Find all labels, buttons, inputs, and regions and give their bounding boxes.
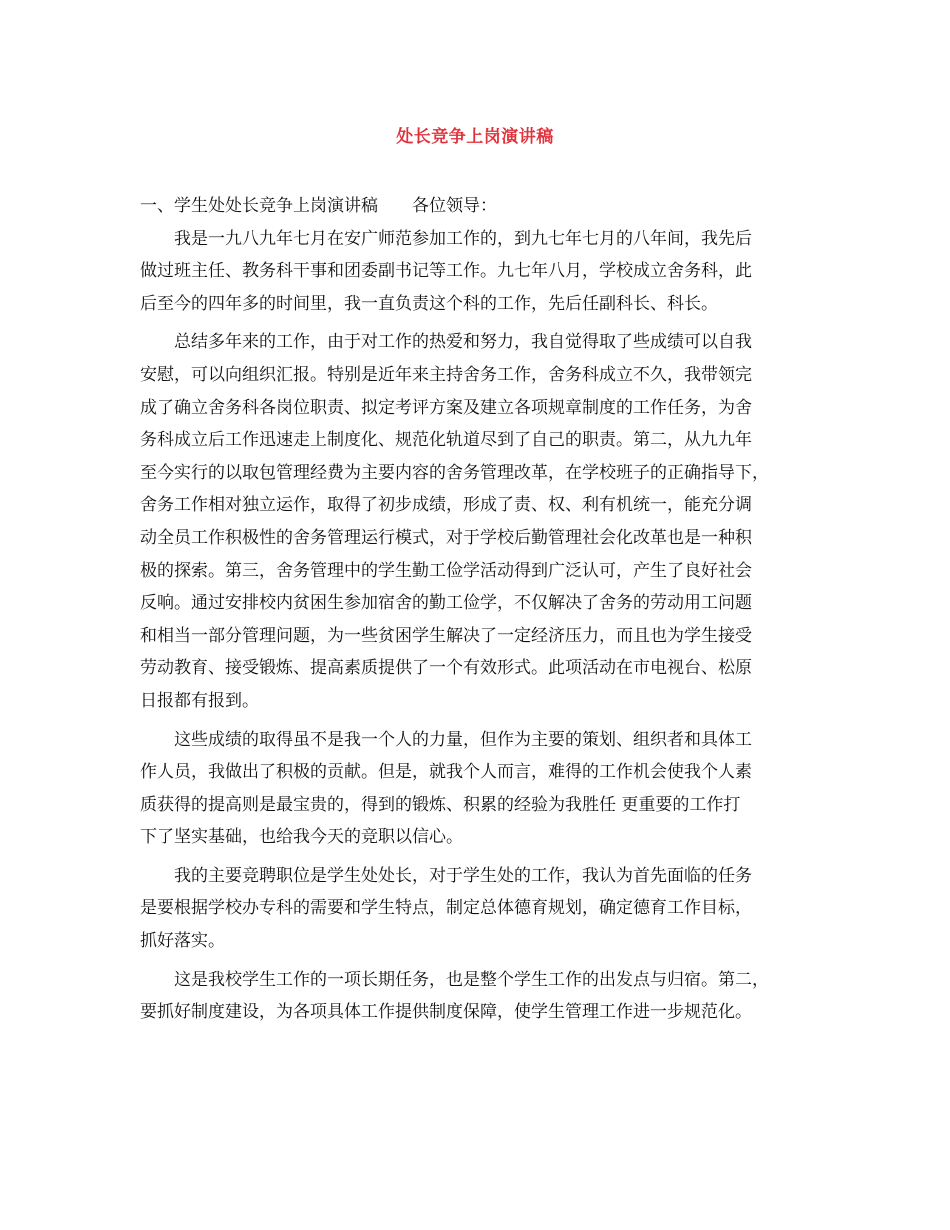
paragraph-line: 抓好落实。 [140,931,225,952]
paragraph-line: 劳动教育、接受锻炼、提高素质提供了一个有效形式。此项活动在市电视台、松原 [140,658,752,679]
document-title: 处长竞争上岗演讲稿 [396,127,554,147]
paragraph-line: 是要根据学校办专科的需要和学生特点，制定总体德育规划，确定德育工作目标， [140,898,752,919]
paragraph-line: 动全员工作积极性的舍务管理运行模式，对于学校后勤管理社会化改革也是一种积 [140,527,752,548]
paragraph-line: 作人员，我做出了积极的贡献。但是，就我个人而言，难得的工作机会使我个人素 [140,762,752,783]
paragraph-line: 质获得的提高则是最宝贵的，得到的锻炼、积累的经验为我胜任 更重要的工作打 [140,794,741,815]
paragraph [140,724,820,854]
paragraph-line: 要抓好制度建设，为各项具体工作提供制度保障，使学生管理工作进一步规范化。 [140,1002,752,1023]
paragraph-line: 舍务工作相对独立运作，取得了初步成绩，形成了责、权、利有机统一，能充分调 [140,495,752,516]
paragraph-list [140,223,820,1029]
paragraph-line: 成了确立舍务科各岗位职责、拟定考评方案及建立各项规章制度的工作任务，为舍 [140,397,752,418]
paragraph [140,223,820,321]
paragraph [140,964,820,1029]
paragraph-line: 日报都有报到。 [140,690,259,711]
paragraph-line: 下了坚实基础，也给我今天的竞职以信心。 [140,827,463,848]
paragraph-line: 我是一九八九年七月在安广师范参加工作的，到九七年七月的八年间，我先后 [174,228,752,249]
paragraph [140,860,820,958]
paragraph [140,326,820,717]
paragraph-line: 务科成立后工作迅速走上制度化、规范化轨道尽到了自己的职责。第二，从九九年 [140,430,752,451]
paragraph-line: 反响。通过安排校内贫困生参加宿舍的勤工俭学，不仅解决了舍务的劳动用工问题 [140,593,752,614]
paragraph-line: 这是我校学生工作的一项长期任务，也是整个学生工作的出发点与归宿。第二， [174,969,769,990]
paragraph-line: 安慰，可以向组织汇报。特别是近年来主持舍务工作，舍务科成立不久，我带领完 [140,364,752,385]
paragraph-line: 后至今的四年多的时间里，我一直负责这个科的工作，先后任副科长、科长。 [140,293,718,314]
section-heading [140,190,820,223]
salutation: 各位领导： [412,196,497,216]
paragraph-line: 做过班主任、教务科干事和团委副书记等工作。九七年八月，学校成立舍务科，此 [140,261,752,282]
paragraph-line: 极的探索。第三，舍务管理中的学生勤工俭学活动得到广泛认可，产生了良好社会 [140,560,752,581]
paragraph-line: 和相当一部分管理问题，为一些贫困学生解决了一定经济压力，而且也为学生接受 [140,625,752,646]
paragraph-line: 我的主要竞聘职位是学生处处长，对于学生处的工作，我认为首先面临的任务 [174,865,752,886]
section-heading-text: 一、学生处处长竞争上岗演讲稿 [140,196,378,216]
document-body [140,190,820,1029]
paragraph-line: 总结多年来的工作，由于对工作的热爱和努力，我自觉得取了些成绩可以自我 [174,332,752,353]
paragraph-line: 至今实行的以取包管理经费为主要内容的舍务管理改革，在学校班子的正确指导下， [140,462,769,483]
paragraph-line: 这些成绩的取得虽不是我一个人的力量，但作为主要的策划、组织者和具体工 [174,729,752,750]
